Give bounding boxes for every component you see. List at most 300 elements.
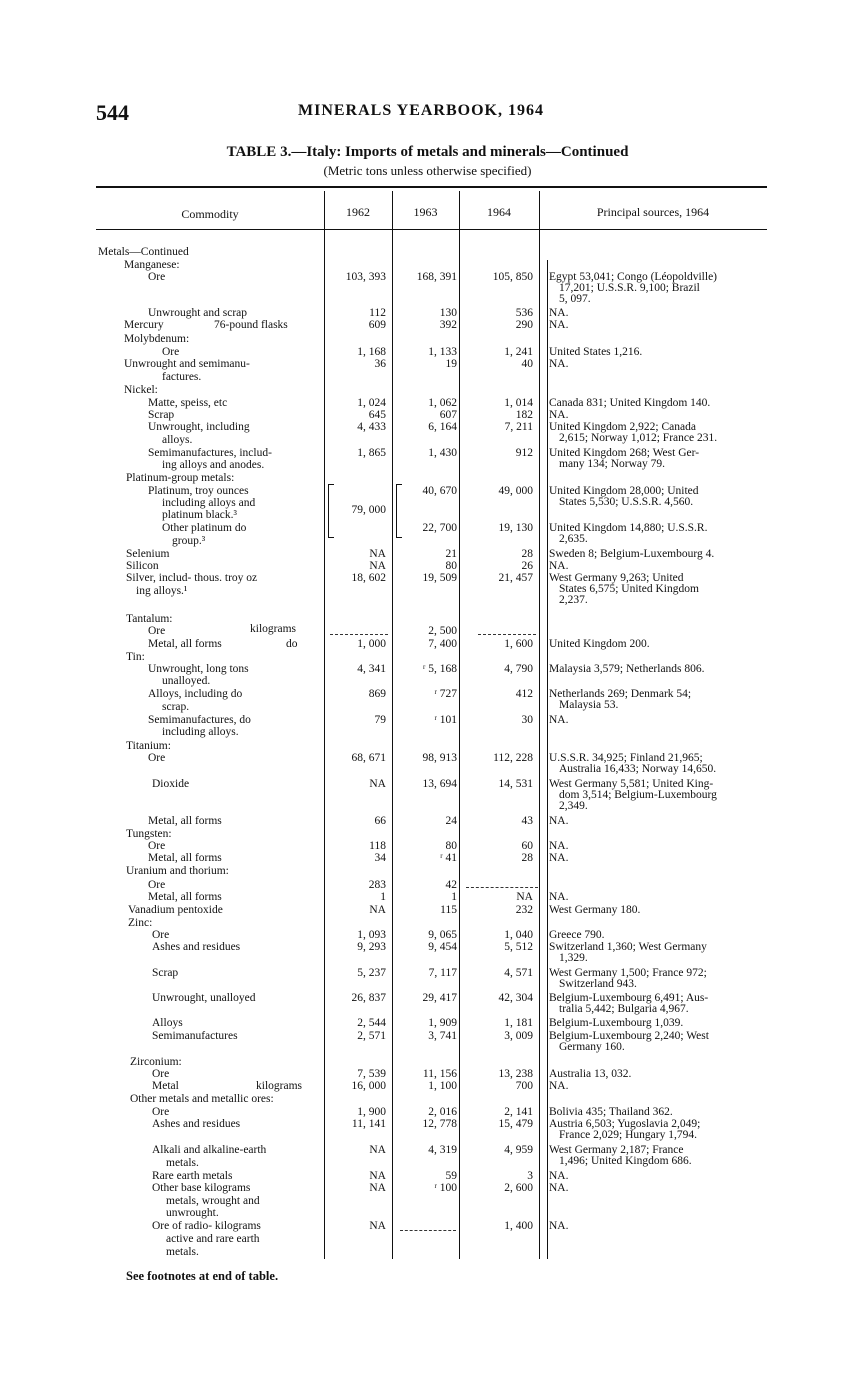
cell-1962-mn-ore: 103, 393 (345, 271, 386, 283)
row-label: Semimanufactures (152, 1030, 238, 1042)
row-label: Silicon (126, 560, 159, 572)
sources-selenium (549, 549, 775, 560)
cell-1962-zn-unwrought: 26, 837 (351, 992, 386, 1004)
cell-1963-pt-other: 22, 700 (422, 522, 457, 534)
cell-1962-pt: 79, 000 (351, 504, 386, 516)
cell-1963-ti-ore: 98, 913 (422, 752, 457, 764)
source-line: NA. (549, 1080, 569, 1092)
source-line: United Kingdom 28,000; United (549, 485, 699, 497)
sources-om-rare (549, 1171, 775, 1182)
source-line: dom 3,514; Belgium-Luxembourg (559, 789, 717, 801)
source-line: 2,237. (559, 594, 588, 606)
sources-w-metal (549, 853, 775, 864)
source-line: many 134; Norway 79. (559, 458, 666, 470)
cell-1962-sn-unwrought: 4, 341 (357, 663, 386, 675)
running-head: MINERALS YEARBOOK, 1964 (298, 102, 544, 119)
cell-1963-mn-ore: 168, 391 (416, 271, 457, 283)
sources-u-metal (549, 892, 775, 903)
cell-1963-w-metal: ʳ 41 (440, 852, 457, 864)
row-label: Scrap (152, 967, 179, 979)
sources-zn-unwrought (549, 993, 775, 1015)
cell-1964-mn-ore: 105, 850 (492, 271, 533, 283)
sources-mn-unwrought (549, 308, 775, 319)
header-1963: 1963 (413, 205, 438, 219)
row-label: Uranium and thorium: (126, 865, 229, 877)
sources-zn-ore (549, 930, 775, 941)
row-label: Ore (162, 346, 180, 358)
row-label: Unwrought and semimanu- (124, 358, 250, 370)
cell-1962-zn-alloys: 2, 544 (357, 1017, 386, 1029)
sources-om-radio (549, 1221, 775, 1232)
header-1964: 1964 (487, 205, 511, 219)
cell-1964-zr-ore: 13, 238 (498, 1068, 533, 1080)
cell-1963-ni-matte: 1, 062 (428, 397, 457, 409)
cell-1962-mn-unwrought: 112 (369, 307, 386, 319)
table-title: TABLE 3.—Italy: Imports of metals and minerals—Continued (226, 144, 629, 160)
sources-zn-alloys (549, 1018, 775, 1029)
cell-1963-w-ore: 80 (445, 840, 457, 852)
row-label: unwrought. (166, 1207, 219, 1219)
cell-1963-ni-unwrought: 6, 164 (428, 421, 457, 433)
cell-1962-sn-alloys: 869 (368, 688, 386, 700)
row-label: active and rare earth (166, 1233, 260, 1245)
source-line: United Kingdom 14,880; U.S.S.R. (549, 522, 708, 534)
cell-1964-mn-unwrought: 536 (515, 307, 533, 319)
row-label: Metal, all forms (148, 891, 222, 903)
source-line: Egypt 53,041; Congo (Léopoldville) (549, 271, 718, 283)
row-label: Scrap (148, 409, 175, 421)
cell-1964-sn-alloys: 412 (515, 688, 533, 700)
source-line: Belgium-Luxembourg 2,240; West (549, 1030, 709, 1042)
cell-1962-zn-scrap: 5, 237 (357, 967, 386, 979)
brace-right (396, 484, 402, 538)
source-line: West Germany 2,187; France (549, 1144, 684, 1156)
row-label: Ashes and residues (152, 941, 241, 953)
empty-cell-dash (478, 634, 536, 636)
cell-1964-mercury: 290 (515, 319, 533, 331)
cell-1962-om-rare: NA (369, 1170, 386, 1182)
sources-sn-unwrought (549, 664, 775, 675)
row-label: Titanium: (126, 740, 171, 752)
cell-1962-zn-ashes: 9, 293 (357, 941, 386, 953)
cell-1962-zn-ore: 1, 093 (357, 929, 386, 941)
row-label: Silver, includ- thous. troy oz (126, 572, 258, 584)
source-line: Malaysia 53. (559, 699, 619, 711)
cell-1963-ta-ore: 2, 500 (428, 625, 457, 637)
source-line: Belgium-Luxembourg 1,039. (549, 1017, 684, 1029)
sources-om-alkali (549, 1145, 775, 1167)
cell-1964-om-ashes: 15, 479 (498, 1118, 533, 1130)
column-divider (459, 191, 460, 1259)
sources-ni-semi (549, 448, 775, 470)
empty-cell-dash (400, 1230, 456, 1232)
source-line: West Germany 9,263; United (549, 572, 684, 584)
row-label: group.³ (172, 535, 206, 547)
row-label: Ore of radio- kilograms (152, 1220, 261, 1232)
header-bottom-rule (96, 229, 767, 230)
cell-1962-om-alkali: NA (369, 1144, 386, 1156)
row-label: Tantalum: (126, 613, 173, 625)
sources-ni-matte (549, 398, 775, 409)
column-divider (392, 191, 393, 1259)
cell-1964-om-rare: 3 (527, 1170, 533, 1182)
cell-1964-mo-ore: 1, 241 (504, 346, 533, 358)
cell-1962-w-metal: 34 (374, 852, 386, 864)
row-label: Other base kilograms (152, 1182, 251, 1194)
row-label: Ashes and residues (152, 1118, 241, 1130)
cell-1962-silver: 18, 602 (351, 572, 386, 584)
row-label: Metal, all forms (148, 852, 222, 864)
source-line: 1,496; United Kingdom 686. (559, 1155, 692, 1167)
sources-sn-semi (549, 715, 775, 726)
cell-1964-om-base: 2, 600 (504, 1182, 533, 1194)
cell-1962-om-ore: 1, 900 (357, 1106, 386, 1118)
cell-1963-mo-ore: 1, 133 (428, 346, 457, 358)
cell-1963-vanadium: 115 (440, 904, 457, 916)
cell-1963-zr-ore: 11, 156 (422, 1068, 457, 1080)
cell-1962-u-metal: 1 (380, 891, 386, 903)
source-line: Greece 790. (549, 929, 605, 941)
row-label: Dioxide (152, 778, 190, 790)
source-line: 2,349. (559, 800, 588, 812)
cell-1963-silver: 19, 509 (422, 572, 457, 584)
page-number: 544 (96, 100, 129, 125)
cell-1964-ti-metal: 43 (521, 815, 533, 827)
cell-1964-zn-ashes: 5, 512 (504, 941, 533, 953)
header-principal-sources: Principal sources, 1964 (596, 205, 710, 219)
cell-1964-sn-unwrought: 4, 790 (504, 663, 533, 675)
row-label: Vanadium pentoxide (128, 904, 223, 916)
cell-1963-mercury: 392 (439, 319, 457, 331)
row-label: Metal, all forms (148, 638, 222, 650)
row-label: Manganese: (124, 259, 180, 271)
cell-1962-ti-dioxide: NA (369, 778, 386, 790)
cell-1964-sn-semi: 30 (521, 714, 533, 726)
cell-1962-mo-unwrought: 36 (374, 358, 386, 370)
cell-1964-zr-metal: 700 (515, 1080, 533, 1092)
cell-1962-w-ore: 118 (369, 840, 386, 852)
cell-1963-zn-ore: 9, 065 (428, 929, 457, 941)
row-label: Ore (148, 879, 166, 891)
cell-1963-pt: 40, 670 (422, 485, 457, 497)
source-line: West Germany 1,500; France 972; (549, 967, 707, 979)
cell-1962-ta-metal: 1, 000 (357, 638, 386, 650)
source-line: 1,329. (559, 952, 588, 964)
cell-1963-ni-scrap: 607 (439, 409, 457, 421)
cell-1962-ni-unwrought: 4, 433 (357, 421, 386, 433)
sources-zn-semi (549, 1031, 775, 1053)
cell-1964-pt: 49, 000 (498, 485, 533, 497)
cell-1964-silver: 21, 457 (498, 572, 533, 584)
source-line: NA. (549, 560, 569, 572)
row-label: Tin: (126, 651, 145, 663)
source-line: NA. (549, 1170, 569, 1182)
cell-1964-zn-alloys: 1, 181 (504, 1017, 533, 1029)
row-label: Selenium (126, 548, 170, 560)
header-1962: 1962 (346, 205, 370, 219)
cell-1962-selenium: NA (369, 548, 386, 560)
source-line: United Kingdom 268; West Ger- (549, 447, 700, 459)
row-unit: do (286, 638, 298, 650)
table-subtitle: (Metric tons unless otherwise specified) (323, 163, 532, 178)
column-divider (539, 191, 540, 1259)
cell-1962-om-base: NA (369, 1182, 386, 1194)
row-label: Unwrought, including (148, 421, 250, 433)
source-line: West Germany 5,581; United King- (549, 778, 714, 790)
cell-1962-zr-ore: 7, 539 (357, 1068, 386, 1080)
sources-pt (549, 486, 775, 508)
row-label: Ore (152, 1068, 170, 1080)
source-line: NA. (549, 409, 569, 421)
row-label: Ore (148, 625, 166, 637)
row-label: Unwrought, long tons (148, 663, 249, 675)
sources-ni-scrap (549, 410, 775, 421)
row-label: Ore (148, 840, 166, 852)
row-unit: kilograms (256, 1080, 302, 1092)
source-line: NA. (549, 1220, 569, 1232)
cell-1963-mn-unwrought: 130 (439, 307, 457, 319)
cell-1964-vanadium: 232 (515, 904, 533, 916)
sources-mercury (549, 320, 775, 331)
sources-zn-scrap (549, 968, 775, 990)
source-line: States 5,530; U.S.S.R. 4,560. (559, 496, 694, 508)
source-line: Netherlands 269; Denmark 54; (549, 688, 692, 700)
sources-w-ore (549, 841, 775, 852)
brace-left (328, 484, 334, 538)
header-commodity: Commodity (181, 207, 239, 221)
cell-1963-om-alkali: 4, 319 (428, 1144, 457, 1156)
source-line: United Kingdom 200. (549, 638, 650, 650)
cell-1964-zn-ore: 1, 040 (504, 929, 533, 941)
row-label: Tungsten: (126, 828, 172, 840)
cell-1962-ni-matte: 1, 024 (357, 397, 386, 409)
row-label: Alkali and alkaline-earth (152, 1144, 267, 1156)
sources-silicon (549, 561, 775, 572)
row-unit: kilograms (250, 623, 296, 635)
row-label: Platinum-group metals: (126, 472, 235, 484)
sources-om-base (549, 1183, 775, 1194)
cell-1964-silicon: 26 (521, 560, 533, 572)
row-label: Semimanufactures, do (148, 714, 251, 726)
source-line: Australia 16,433; Norway 14,650. (559, 763, 717, 775)
source-line: Malaysia 3,579; Netherlands 806. (549, 663, 705, 675)
row-label: Metals—Continued (98, 246, 189, 258)
source-line: Bolivia 435; Thailand 362. (549, 1106, 673, 1118)
source-line: NA. (549, 714, 569, 726)
source-line: NA. (549, 319, 569, 331)
cell-1963-selenium: 21 (445, 548, 457, 560)
row-label: Alloys (152, 1017, 183, 1029)
row-label: Matte, speiss, etc (148, 397, 228, 409)
sources-mn-ore (549, 272, 775, 305)
row-label: metals. (166, 1246, 199, 1258)
sources-zn-ashes (549, 942, 775, 964)
cell-1963-om-base: ʳ 100 (434, 1182, 457, 1194)
source-line: NA. (549, 891, 569, 903)
footnote: See footnotes at end of table. (126, 1269, 279, 1283)
cell-1963-zn-scrap: 7, 117 (428, 967, 457, 979)
source-line: Switzerland 943. (559, 978, 637, 990)
cell-1964-u-metal: NA (516, 891, 533, 903)
sources-ti-dioxide (549, 779, 775, 812)
cell-1963-silicon: 80 (445, 560, 457, 572)
cell-1964-om-ore: 2, 141 (504, 1106, 533, 1118)
cell-1963-zr-metal: 1, 100 (428, 1080, 457, 1092)
cell-1964-w-metal: 28 (521, 852, 533, 864)
row-unit: 76-pound flasks (214, 319, 288, 331)
column-divider (547, 260, 548, 1259)
source-line: Sweden 8; Belgium-Luxembourg 4. (549, 548, 715, 560)
row-label: Ore (148, 271, 166, 283)
row-label: Other metals and metallic ores: (130, 1093, 274, 1105)
row-label: including alloys. (162, 726, 239, 738)
source-line: NA. (549, 840, 569, 852)
cell-1963-om-rare: 59 (445, 1170, 457, 1182)
cell-1962-mo-ore: 1, 168 (357, 346, 386, 358)
cell-1964-ti-ore: 112, 228 (493, 752, 533, 764)
cell-1964-ta-metal: 1, 600 (504, 638, 533, 650)
row-label: unalloyed. (162, 675, 211, 687)
sources-ni-unwrought (549, 422, 775, 444)
row-label: scrap. (162, 701, 190, 713)
cell-1962-sn-semi: 79 (374, 714, 386, 726)
cell-1963-ti-dioxide: 13, 694 (422, 778, 457, 790)
row-label: Ore (152, 1106, 170, 1118)
sources-mo-unwrought (549, 359, 775, 370)
row-label: Zinc: (128, 917, 153, 929)
sources-zr-metal (549, 1081, 775, 1092)
cell-1963-om-ore: 2, 016 (428, 1106, 457, 1118)
cell-1963-ta-metal: 7, 400 (428, 638, 457, 650)
sources-silver (549, 573, 775, 606)
cell-1964-ni-scrap: 182 (515, 409, 533, 421)
cell-1962-mercury: 609 (368, 319, 386, 331)
row-label: ing alloys and anodes. (162, 459, 265, 471)
source-line: NA. (549, 358, 569, 370)
source-line: Germany 160. (559, 1041, 625, 1053)
row-label: factures. (162, 371, 202, 383)
sources-vanadium (549, 905, 775, 916)
source-line: France 2,029; Hungary 1,794. (559, 1129, 697, 1141)
row-label: Unwrought and scrap (148, 307, 248, 319)
cell-1963-sn-alloys: ʳ 727 (434, 688, 457, 700)
row-label: Zirconium: (130, 1056, 182, 1068)
cell-1962-zn-semi: 2, 571 (357, 1030, 386, 1042)
cell-1964-om-alkali: 4, 959 (504, 1144, 533, 1156)
cell-1964-ni-semi: 912 (515, 447, 533, 459)
source-line: Austria 6,503; Yugoslavia 2,049; (549, 1118, 701, 1130)
cell-1962-vanadium: NA (369, 904, 386, 916)
cell-1963-mo-unwrought: 19 (445, 358, 457, 370)
source-line: U.S.S.R. 34,925; Finland 21,965; (549, 752, 703, 764)
row-label: Ore (148, 752, 166, 764)
empty-cell-dash (466, 887, 538, 889)
source-line: Canada 831; United Kingdom 140. (549, 397, 711, 409)
source-line: tralia 5,442; Bulgaria 4,967. (559, 1003, 689, 1015)
cell-1964-selenium: 28 (521, 548, 533, 560)
cell-1963-u-metal: 1 (451, 891, 457, 903)
sources-sn-alloys (549, 689, 775, 711)
row-label: including alloys and (162, 497, 256, 509)
source-line: Australia 13, 032. (549, 1068, 632, 1080)
cell-1962-ti-ore: 68, 671 (351, 752, 386, 764)
cell-1963-zn-alloys: 1, 909 (428, 1017, 457, 1029)
row-label: metals. (166, 1157, 199, 1169)
column-divider (324, 191, 325, 1259)
row-label: Semimanufactures, includ- (148, 447, 272, 459)
cell-1964-ti-dioxide: 14, 531 (498, 778, 533, 790)
cell-1962-u-ore: 283 (368, 879, 386, 891)
sources-mo-ore (549, 347, 775, 358)
source-line: United Kingdom 2,922; Canada (549, 421, 696, 433)
source-line: NA. (549, 852, 569, 864)
source-line: NA. (549, 1182, 569, 1194)
row-label: Platinum, troy ounces (148, 485, 249, 497)
cell-1964-ni-unwrought: 7, 211 (504, 421, 533, 433)
cell-1963-zn-unwrought: 29, 417 (422, 992, 457, 1004)
cell-1963-ti-metal: 24 (445, 815, 457, 827)
table-top-rule (96, 186, 767, 188)
cell-1964-w-ore: 60 (521, 840, 533, 852)
source-line: West Germany 180. (549, 904, 641, 916)
source-line: Switzerland 1,360; West Germany (549, 941, 707, 953)
source-line: Belgium-Luxembourg 6,491; Aus- (549, 992, 709, 1004)
cell-1964-zn-scrap: 4, 571 (504, 967, 533, 979)
cell-1964-zn-semi: 3, 009 (504, 1030, 533, 1042)
cell-1963-sn-semi: ʳ 101 (434, 714, 457, 726)
sources-om-ore (549, 1107, 775, 1118)
sources-ti-metal (549, 816, 775, 827)
source-line: United States 1,216. (549, 346, 643, 358)
source-line: States 6,575; United Kingdom (559, 583, 699, 595)
cell-1963-om-ashes: 12, 778 (422, 1118, 457, 1130)
row-label: metals, wrought and (166, 1195, 260, 1207)
source-line: NA. (549, 815, 569, 827)
cell-1962-silicon: NA (369, 560, 386, 572)
row-label: Metal (152, 1080, 179, 1092)
cell-1963-zn-semi: 3, 741 (428, 1030, 457, 1042)
cell-1963-u-ore: 42 (445, 879, 457, 891)
row-label: platinum black.³ (162, 509, 237, 521)
source-line: 17,201; U.S.S.R. 9,100; Brazil (559, 282, 700, 294)
cell-1963-sn-unwrought: ʳ 5, 168 (422, 663, 457, 675)
sources-ta-metal (549, 639, 775, 650)
cell-1963-zn-ashes: 9, 454 (428, 941, 457, 953)
sources-zr-ore (549, 1069, 775, 1080)
source-line: 2,635. (559, 533, 588, 545)
cell-1964-mo-unwrought: 40 (521, 358, 533, 370)
cell-1963-ni-semi: 1, 430 (428, 447, 457, 459)
cell-1964-zn-unwrought: 42, 304 (498, 992, 533, 1004)
row-label: alloys. (162, 434, 193, 446)
row-label: Other platinum do (162, 522, 247, 534)
source-line: 5, 097. (559, 293, 591, 305)
cell-1962-ti-metal: 66 (374, 815, 386, 827)
empty-cell-dash (330, 634, 388, 636)
cell-1964-ni-matte: 1, 014 (504, 397, 533, 409)
sources-ti-ore (549, 753, 775, 775)
row-label: Mercury (124, 319, 164, 331)
cell-1964-om-radio: 1, 400 (504, 1220, 533, 1232)
row-label: Metal, all forms (148, 815, 222, 827)
cell-1962-ni-scrap: 645 (368, 409, 386, 421)
row-label: ing alloys.¹ (136, 585, 188, 597)
row-label: Nickel: (124, 384, 158, 396)
row-label: Rare earth metals (152, 1170, 233, 1182)
row-label: Molybdenum: (124, 333, 190, 345)
cell-1962-om-radio: NA (369, 1220, 386, 1232)
row-label: Ore (152, 929, 170, 941)
